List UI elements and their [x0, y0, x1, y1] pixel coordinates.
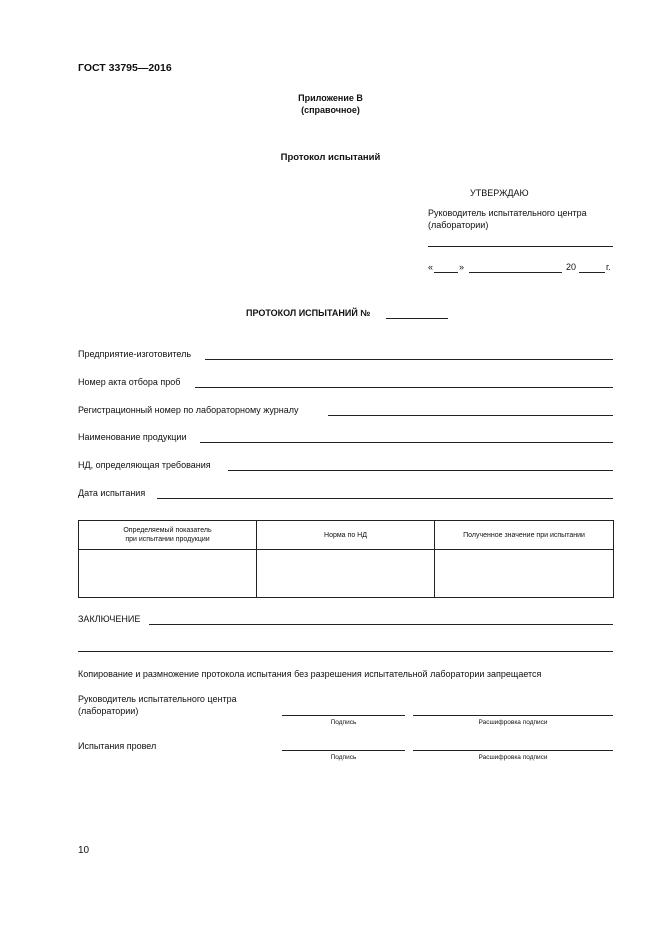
column-header-result: Полученное значение при испытании — [435, 521, 614, 550]
field-label-sampling-act: Номер акта отбора проб — [78, 377, 181, 387]
protocol-title: ПРОТОКОЛ ИСПЫТАНИЙ № — [246, 308, 371, 318]
conclusion-line-2[interactable] — [78, 651, 613, 652]
annex-subtitle: (справочное) — [301, 105, 360, 115]
copy-notice: Копирование и размножение протокола испытания без разрешения испытательной лаборатории запрещается — [78, 669, 542, 679]
approval-signature-line[interactable] — [428, 246, 613, 247]
signature-head-label-line2: (лаборатории) — [78, 706, 139, 716]
section-title: Протокол испытаний — [280, 152, 381, 163]
field-label-test-date: Дата испытания — [78, 488, 146, 498]
approval-role-line1: Руководитель испытательного центра — [428, 208, 587, 218]
table-cell-norm[interactable] — [257, 550, 435, 598]
annex-title: Приложение В — [298, 93, 363, 103]
results-table — [78, 520, 614, 598]
approval-heading: УТВЕРЖДАЮ — [470, 188, 529, 198]
date-year-suffix: г. — [606, 262, 611, 272]
signature-head-label-line1: Руководитель испытательного центра — [78, 694, 237, 704]
field-label-product-name: Наименование продукции — [78, 432, 187, 442]
field-label-requirements-doc: НД, определяющая требования — [78, 460, 211, 470]
column-header-indicator-line2: при испытании продукции — [125, 536, 210, 543]
table-header-row — [79, 521, 614, 550]
signature-tester-name-line[interactable] — [413, 750, 613, 751]
signature-tester-sign-line[interactable] — [282, 750, 405, 751]
date-year-prefix: 20 — [566, 262, 577, 272]
table-row — [79, 550, 614, 598]
table-cell-result[interactable] — [435, 550, 614, 598]
field-line-sampling-act[interactable] — [195, 387, 613, 388]
signature-head-sign-caption: Подпись — [330, 719, 357, 726]
signature-tester-sign-caption: Подпись — [330, 754, 357, 761]
field-line-requirements-doc[interactable] — [228, 470, 613, 471]
date-day-line[interactable] — [434, 272, 458, 273]
field-label-manufacturer: Предприятие-изготовитель — [78, 349, 192, 359]
conclusion-line-1[interactable] — [149, 624, 613, 625]
field-line-product-name[interactable] — [200, 442, 613, 443]
field-label-registration-number: Регистрационный номер по лабораторному журналу — [78, 405, 299, 415]
conclusion-label: ЗАКЛЮЧЕНИЕ — [78, 614, 141, 624]
date-month-line[interactable] — [469, 272, 562, 273]
date-year-line[interactable] — [579, 272, 605, 273]
date-close-quote: » — [459, 262, 465, 272]
signature-head-sign-line[interactable] — [282, 715, 405, 716]
signature-tester-name-caption: Расшифровка подписи — [478, 754, 548, 761]
signature-tester-label: Испытания провел — [78, 741, 157, 751]
protocol-number-line[interactable] — [386, 318, 448, 319]
approval-role-line2: (лаборатории) — [428, 220, 489, 230]
column-header-indicator — [79, 521, 257, 550]
field-line-registration-number[interactable] — [328, 415, 613, 416]
date-open-quote: « — [428, 262, 434, 272]
signature-head-name-caption: Расшифровка подписи — [478, 719, 548, 726]
signature-head-name-line[interactable] — [413, 715, 613, 716]
table-cell-indicator[interactable] — [79, 550, 257, 598]
page-number: 10 — [78, 845, 90, 856]
field-line-manufacturer[interactable] — [205, 359, 613, 360]
column-header-indicator-line1: Определяемый показатель — [123, 527, 212, 534]
column-header-norm: Норма по НД — [257, 521, 435, 550]
standard-header: ГОСТ 33795—2016 — [78, 62, 172, 74]
field-line-test-date[interactable] — [157, 498, 613, 499]
